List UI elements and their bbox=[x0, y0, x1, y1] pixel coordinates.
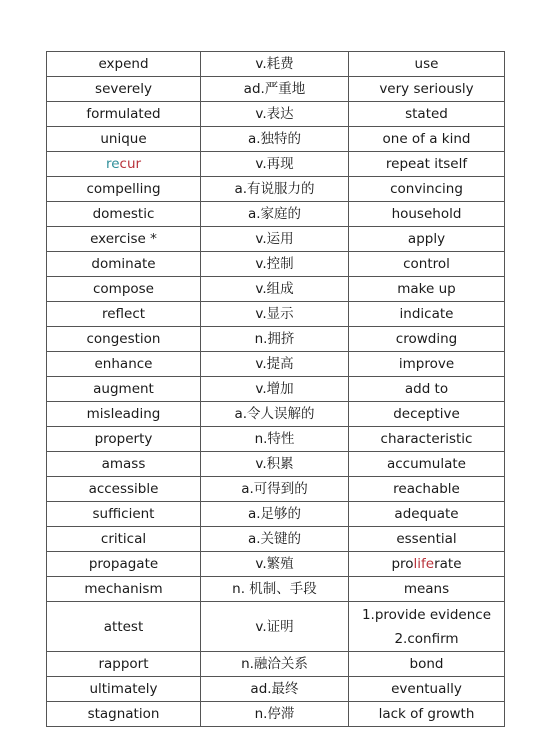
synonym-cell: deceptive bbox=[349, 402, 505, 427]
meaning-cell: a.可得到的 bbox=[201, 477, 349, 502]
meaning-cell: v.增加 bbox=[201, 377, 349, 402]
word-cell: domestic bbox=[47, 202, 201, 227]
synonym-cell: bond bbox=[349, 652, 505, 677]
meaning-cell: v.繁殖 bbox=[201, 552, 349, 577]
word-cell: rapport bbox=[47, 652, 201, 677]
table-row bbox=[47, 277, 505, 302]
word-cell: reflect bbox=[47, 302, 201, 327]
word-cell: misleading bbox=[47, 402, 201, 427]
table-row bbox=[47, 227, 505, 252]
meaning-cell: n. 机制、手段 bbox=[201, 577, 349, 602]
table-row bbox=[47, 452, 505, 477]
table-row bbox=[47, 377, 505, 402]
table-row bbox=[47, 352, 505, 377]
meaning-cell: a.有说服力的 bbox=[201, 177, 349, 202]
table-row bbox=[47, 477, 505, 502]
synonym-part: rate bbox=[434, 556, 462, 572]
synonym-cell: make up bbox=[349, 277, 505, 302]
table-row bbox=[47, 677, 505, 702]
word-cell: expend bbox=[47, 52, 201, 77]
meaning-cell: n.融洽关系 bbox=[201, 652, 349, 677]
word-cell: amass bbox=[47, 452, 201, 477]
synonym-part: pro bbox=[391, 556, 414, 572]
meaning-cell: v.显示 bbox=[201, 302, 349, 327]
meaning-cell: n.停滞 bbox=[201, 702, 349, 727]
meaning-cell: v.提高 bbox=[201, 352, 349, 377]
word-cell: unique bbox=[47, 127, 201, 152]
word-cell: property bbox=[47, 427, 201, 452]
synonym-cell: characteristic bbox=[349, 427, 505, 452]
word-cell: accessible bbox=[47, 477, 201, 502]
meaning-cell: v.表达 bbox=[201, 102, 349, 127]
synonym-cell: repeat itself bbox=[349, 152, 505, 177]
table-row bbox=[47, 202, 505, 227]
meaning-cell: a.独特的 bbox=[201, 127, 349, 152]
synonym-cell: indicate bbox=[349, 302, 505, 327]
synonym-cell: adequate bbox=[349, 502, 505, 527]
word-cell bbox=[47, 152, 201, 177]
word-cell: attest bbox=[47, 602, 201, 652]
table-row bbox=[47, 127, 505, 152]
table-row bbox=[47, 152, 505, 177]
word-cell: mechanism bbox=[47, 577, 201, 602]
synonym-cell: reachable bbox=[349, 477, 505, 502]
word-cell: compose bbox=[47, 277, 201, 302]
meaning-cell: n.拥挤 bbox=[201, 327, 349, 352]
meaning-cell: v.再现 bbox=[201, 152, 349, 177]
synonym-cell: very seriously bbox=[349, 77, 505, 102]
word-cell: critical bbox=[47, 527, 201, 552]
table-row bbox=[47, 502, 505, 527]
synonym-cell: control bbox=[349, 252, 505, 277]
synonym-cell: lack of growth bbox=[349, 702, 505, 727]
synonym-cell: accumulate bbox=[349, 452, 505, 477]
table-row bbox=[47, 177, 505, 202]
synonym-line: 2.confirm bbox=[394, 630, 459, 647]
word-cell: sufficient bbox=[47, 502, 201, 527]
table-row bbox=[47, 527, 505, 552]
synonym-cell: stated bbox=[349, 102, 505, 127]
word-cell: dominate bbox=[47, 252, 201, 277]
word-cell: congestion bbox=[47, 327, 201, 352]
synonym-line: 1.provide evidence bbox=[361, 606, 492, 623]
word-cell: stagnation bbox=[47, 702, 201, 727]
synonym-cell: eventually bbox=[349, 677, 505, 702]
table-row bbox=[47, 302, 505, 327]
table-row bbox=[47, 602, 505, 652]
table-row bbox=[47, 652, 505, 677]
synonym-cell: crowding bbox=[349, 327, 505, 352]
table-row bbox=[47, 702, 505, 727]
synonym-cell: one of a kind bbox=[349, 127, 505, 152]
synonym-cell: essential bbox=[349, 527, 505, 552]
table-row bbox=[47, 77, 505, 102]
synonym-root-highlight: life bbox=[413, 556, 435, 572]
table-row bbox=[47, 427, 505, 452]
word-cell: exercise * bbox=[47, 227, 201, 252]
meaning-cell: v.证明 bbox=[201, 602, 349, 652]
meaning-cell: v.耗费 bbox=[201, 52, 349, 77]
synonym-cell bbox=[349, 602, 505, 652]
meaning-cell: v.控制 bbox=[201, 252, 349, 277]
word-cell: enhance bbox=[47, 352, 201, 377]
table-row bbox=[47, 577, 505, 602]
word-cell: severely bbox=[47, 77, 201, 102]
meaning-cell: v.组成 bbox=[201, 277, 349, 302]
synonym-cell: household bbox=[349, 202, 505, 227]
meaning-cell: v.积累 bbox=[201, 452, 349, 477]
meaning-cell: a.关键的 bbox=[201, 527, 349, 552]
meaning-cell: a.家庭的 bbox=[201, 202, 349, 227]
meaning-cell: a.足够的 bbox=[201, 502, 349, 527]
meaning-cell: n.特性 bbox=[201, 427, 349, 452]
word-cell: propagate bbox=[47, 552, 201, 577]
synonym-cell: convincing bbox=[349, 177, 505, 202]
word-root-highlight: cur bbox=[119, 156, 142, 172]
word-cell: augment bbox=[47, 377, 201, 402]
word-cell: formulated bbox=[47, 102, 201, 127]
meaning-cell: a.令人误解的 bbox=[201, 402, 349, 427]
table-row bbox=[47, 552, 505, 577]
word-cell: compelling bbox=[47, 177, 201, 202]
table-row bbox=[47, 327, 505, 352]
table-row bbox=[47, 102, 505, 127]
table-row bbox=[47, 252, 505, 277]
synonym-cell: use bbox=[349, 52, 505, 77]
table-row bbox=[47, 402, 505, 427]
meaning-cell: v.运用 bbox=[201, 227, 349, 252]
meaning-cell: ad.最终 bbox=[201, 677, 349, 702]
synonym-cell: apply bbox=[349, 227, 505, 252]
synonym-cell: improve bbox=[349, 352, 505, 377]
word-cell: ultimately bbox=[47, 677, 201, 702]
synonym-cell: means bbox=[349, 577, 505, 602]
table-row bbox=[47, 52, 505, 77]
vocabulary-table bbox=[46, 51, 505, 727]
synonym-cell bbox=[349, 552, 505, 577]
synonym-cell: add to bbox=[349, 377, 505, 402]
meaning-cell: ad.严重地 bbox=[201, 77, 349, 102]
word-prefix-highlight: re bbox=[105, 156, 120, 172]
